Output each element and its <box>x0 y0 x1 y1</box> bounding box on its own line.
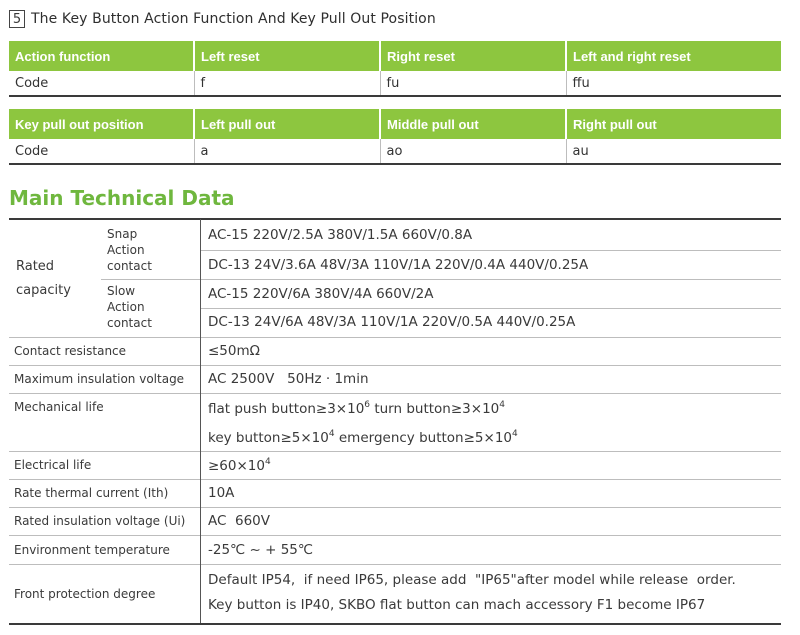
electrical-life-text: ≥60×10 <box>208 458 265 474</box>
table-row <box>9 71 781 96</box>
row-divider <box>9 393 781 394</box>
row-divider <box>200 250 781 251</box>
table-header: Key pull out position <box>9 109 194 139</box>
table-cell: a <box>194 139 380 164</box>
mechanical-life-label: Mechanical life <box>14 400 104 414</box>
table-cell: au <box>566 139 781 164</box>
mechanical-life-text: emergency button≥5×10 <box>334 430 512 446</box>
table-header: Left pull out <box>194 109 380 139</box>
row-divider <box>9 451 781 452</box>
exponent: 4 <box>499 400 505 410</box>
action-function-table <box>9 41 781 97</box>
column-divider <box>200 219 201 623</box>
row-divider <box>9 365 781 366</box>
table-cell: ao <box>380 139 566 164</box>
row-divider <box>9 564 781 565</box>
row-divider <box>9 479 781 480</box>
row-divider <box>9 535 781 536</box>
exponent: 6 <box>364 400 371 410</box>
exponent: 4 <box>512 429 518 439</box>
table-cell: Code <box>9 71 194 96</box>
thermal-current-label: Rate thermal current (Ith) <box>14 486 169 500</box>
rated-insulation-voltage-label: Rated insulation voltage (Ui) <box>14 514 186 528</box>
contact-resistance-label: Contact resistance <box>14 344 127 358</box>
front-protection-line2: Key button is IP40, SKBO flat button can mach accessory F1 become IP67 <box>208 597 706 613</box>
slow-label-line: contact <box>107 316 152 330</box>
snap-action-contact-label <box>107 226 152 274</box>
snap-label-line: Snap <box>107 227 138 241</box>
snap-dc-rating: DC-13 24V/3.6A 48V/3A 110V/1A 220V/0.4A 440V/0.25A <box>208 257 589 273</box>
table-bottom-border <box>9 623 781 625</box>
slow-action-contact-label <box>107 283 152 331</box>
table-cell: f <box>194 71 380 96</box>
row-divider <box>200 308 781 309</box>
table-header: Left and right reset <box>566 41 781 71</box>
slow-label-line: Slow <box>107 284 136 298</box>
environment-temperature-value: -25℃ ~ + 55℃ <box>208 542 314 558</box>
row-divider <box>9 337 781 338</box>
table-cell: fu <box>380 71 566 96</box>
slow-dc-rating: DC-13 24V/6A 48V/3A 110V/1A 220V/0.5A 440V/0.25A <box>208 314 576 330</box>
mechanical-life-line1 <box>208 400 505 417</box>
row-divider <box>9 507 781 508</box>
table-top-border <box>9 218 781 220</box>
row-divider <box>101 279 781 280</box>
main-technical-data-title: Main Technical Data <box>9 186 235 210</box>
max-insulation-voltage-value: AC 2500V 50Hz · 1min <box>208 371 369 387</box>
front-protection-line1: Default IP54, if need IP65, please add "IP65"after model while release order. <box>208 572 736 588</box>
table-header: Right pull out <box>566 109 781 139</box>
max-insulation-voltage-label: Maximum insulation voltage <box>14 372 185 386</box>
contact-resistance-value: ≤50mΩ <box>208 343 260 359</box>
table-header: Action function <box>9 41 194 71</box>
table-header-row <box>9 41 781 71</box>
electrical-life-value <box>208 457 271 474</box>
section-title: The Key Button Action Function And Key Pull Out Position <box>31 11 436 27</box>
table-header: Middle pull out <box>380 109 566 139</box>
environment-temperature-label: Environment temperature <box>14 543 170 557</box>
mechanical-life-text: key button≥5×10 <box>208 430 329 446</box>
thermal-current-value: 10A <box>208 485 235 501</box>
electrical-life-label: Electrical life <box>14 458 92 472</box>
exponent: 4 <box>328 429 335 439</box>
section-number: 5 <box>9 10 25 28</box>
mechanical-life-line2 <box>208 429 518 446</box>
slow-label-line: Action <box>107 300 145 314</box>
rated-capacity-label-line1: Rated <box>16 259 55 274</box>
mechanical-life-text: flat push button≥3×10 <box>208 401 365 417</box>
snap-ac-rating: AC-15 220V/2.5A 380V/1.5A 660V/0.8A <box>208 227 473 243</box>
exponent: 4 <box>264 457 271 467</box>
table-header: Left reset <box>194 41 380 71</box>
rated-capacity-label-line2: capacity <box>16 283 71 298</box>
front-protection-label: Front protection degree <box>14 587 156 601</box>
slow-ac-rating: AC-15 220V/6A 380V/4A 660V/2A <box>208 286 434 302</box>
mechanical-life-text: turn button≥3×10 <box>370 401 500 417</box>
section-heading <box>9 9 436 29</box>
table-row <box>9 139 781 164</box>
snap-label-line: contact <box>107 259 152 273</box>
key-pull-out-table <box>9 109 781 165</box>
table-cell: Code <box>9 139 194 164</box>
rated-insulation-voltage-value: AC 660V <box>208 513 271 529</box>
table-header: Right reset <box>380 41 566 71</box>
snap-label-line: Action <box>107 243 145 257</box>
table-cell: ffu <box>566 71 781 96</box>
table-header-row <box>9 109 781 139</box>
